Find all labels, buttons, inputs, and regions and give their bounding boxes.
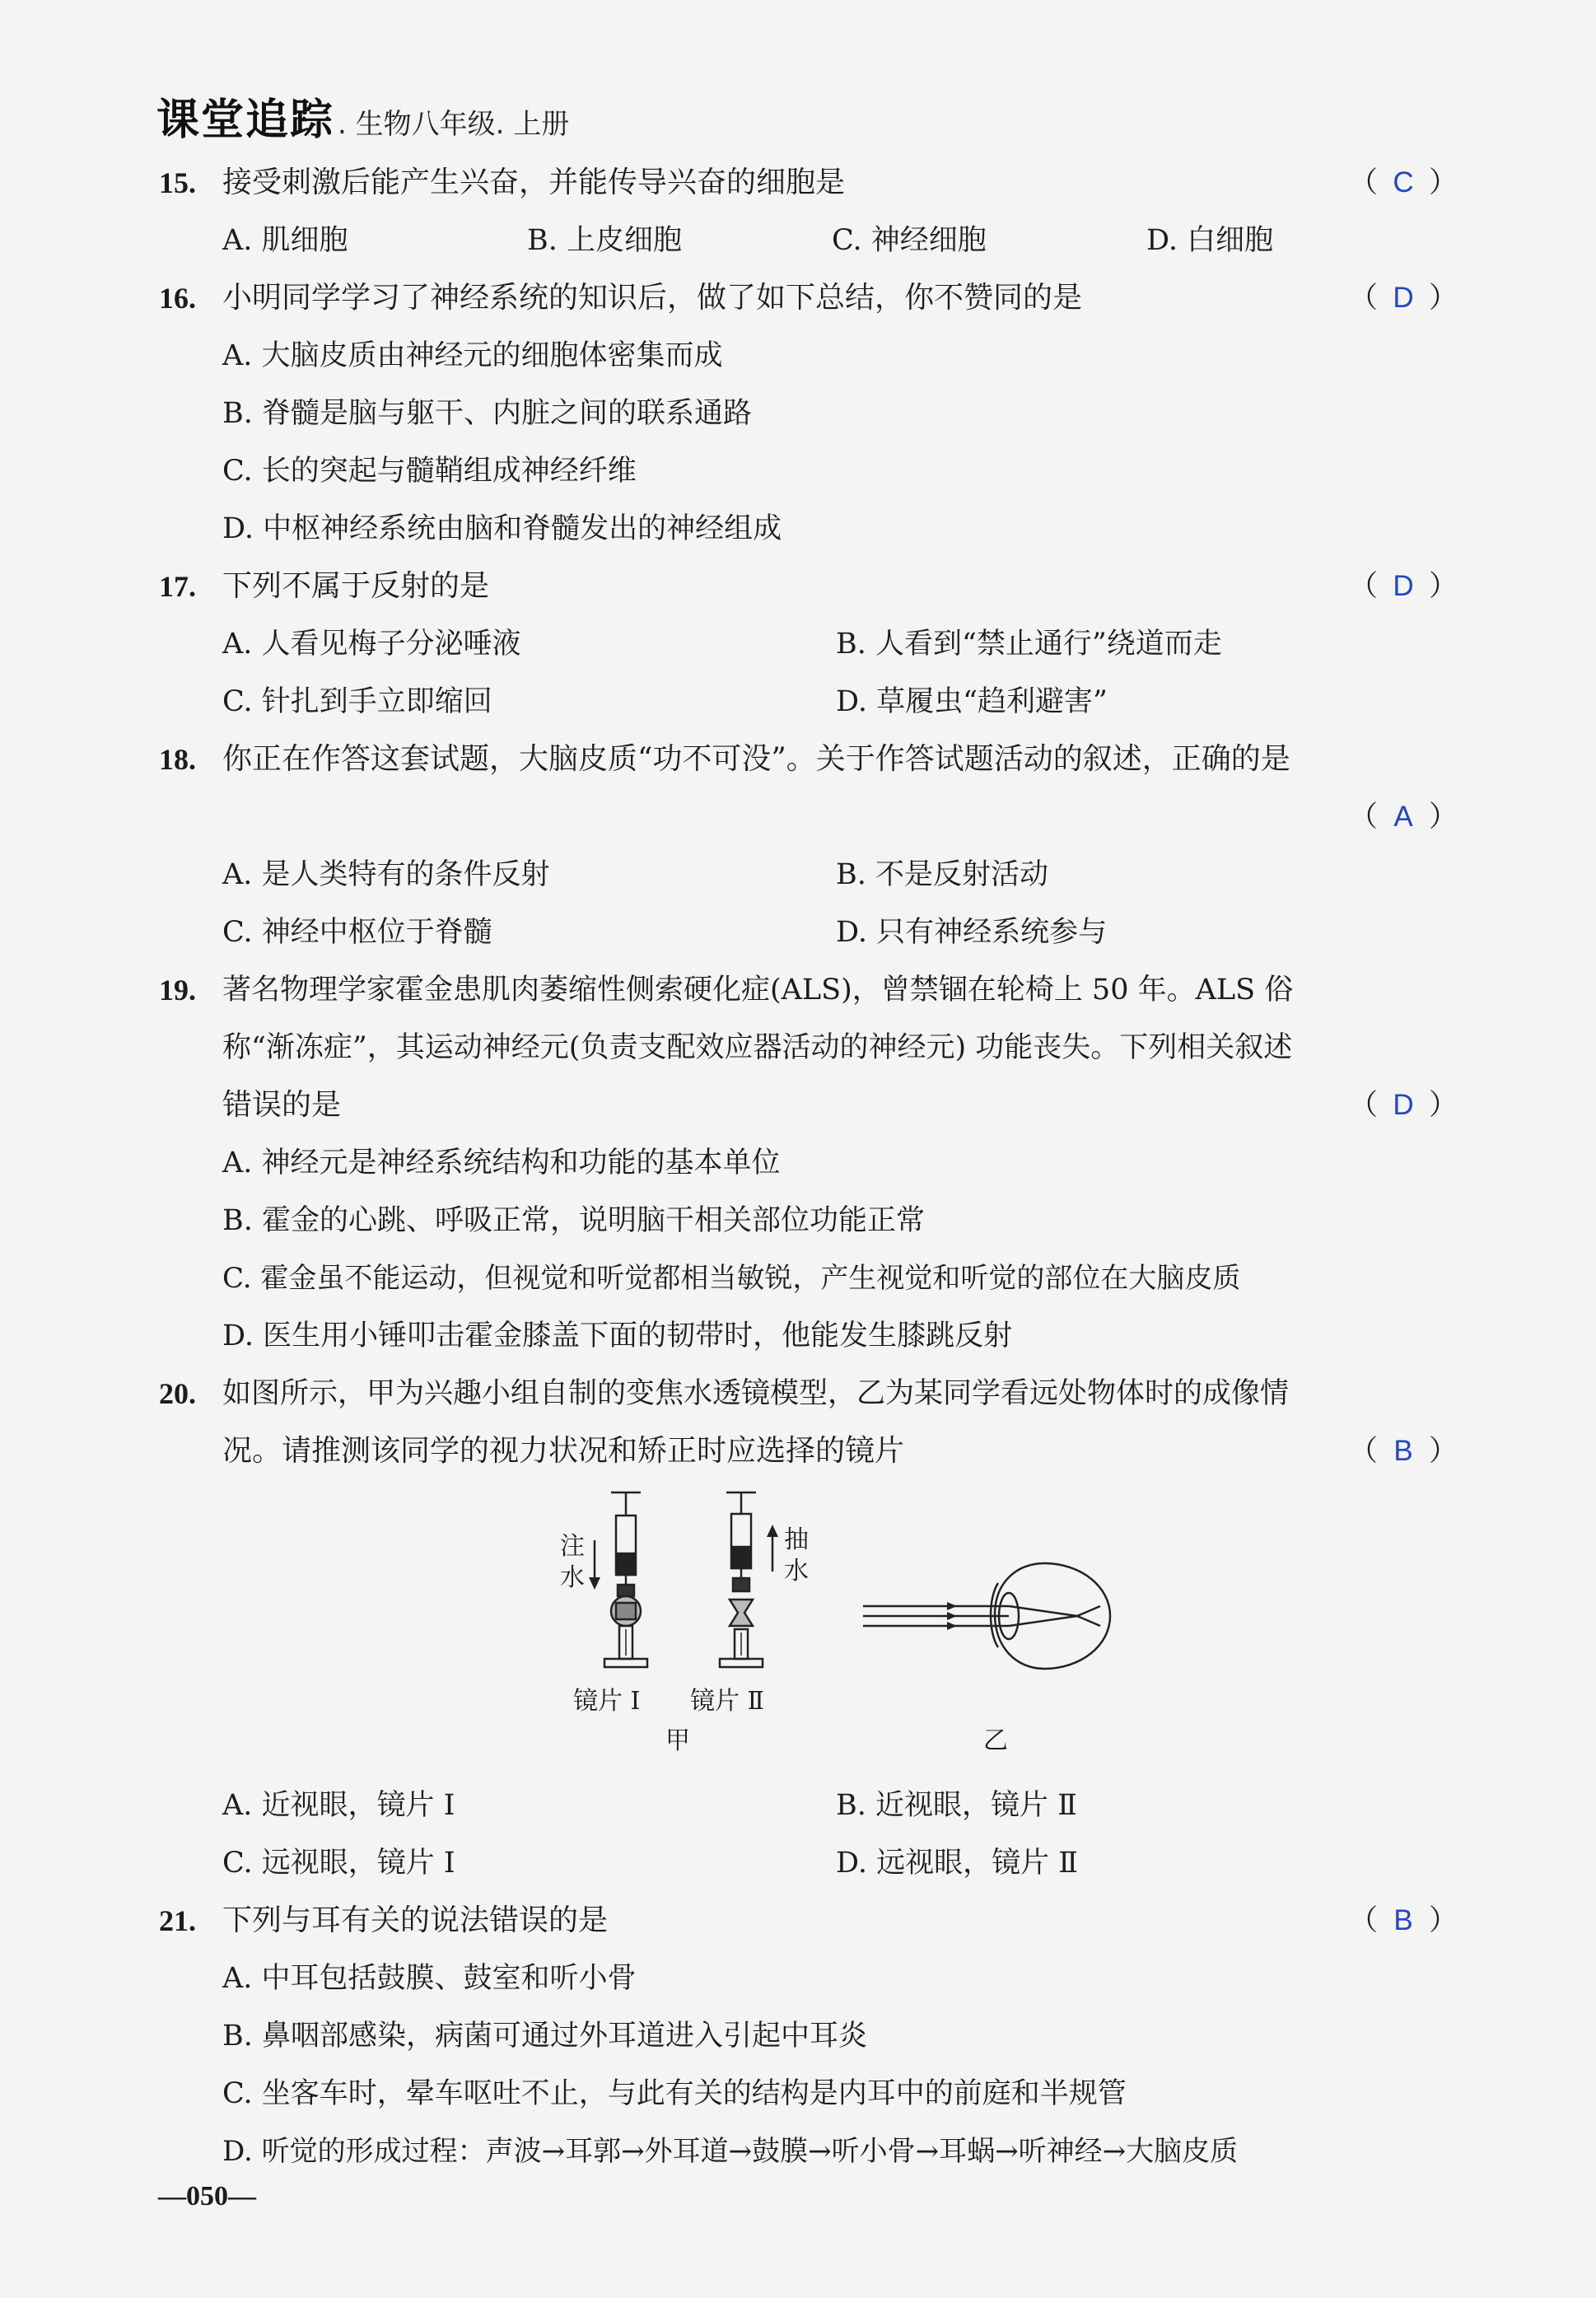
option-c: C. 长的突起与髓鞘组成神经纤维 bbox=[222, 455, 637, 488]
brand-logo: 课堂追踪 bbox=[156, 96, 335, 145]
question-number: 20. bbox=[159, 1377, 196, 1410]
lens-2-label: 镜片 Ⅱ bbox=[690, 1687, 764, 1716]
answer-box: （ D ） bbox=[1349, 1089, 1458, 1122]
page-number: —050— bbox=[158, 2181, 256, 2212]
option-c: C. 远视眼，镜片 Ⅰ bbox=[222, 1847, 455, 1880]
answer-box: （ D ） bbox=[1349, 570, 1458, 603]
option-d: D. 白细胞 bbox=[1146, 224, 1274, 257]
option-d: D. 只有神经系统参与 bbox=[836, 916, 1108, 949]
option-b: B. 脊髓是脑与躯干、内脏之间的联系通路 bbox=[222, 397, 752, 430]
answer-letter: C bbox=[1393, 166, 1414, 199]
yi-label: 乙 bbox=[983, 1726, 1008, 1755]
option-a: A. 中耳包括鼓膜、鼓室和听小骨 bbox=[222, 1962, 637, 1995]
option-d: D. 远视眼，镜片 Ⅱ bbox=[836, 1847, 1078, 1880]
question-number: 18. bbox=[159, 743, 196, 776]
option-d: D. 医生用小锤叩击霍金膝盖下面的韧带时，他能发生膝跳反射 bbox=[222, 1319, 1013, 1352]
answer-letter: B bbox=[1393, 1435, 1413, 1467]
answer-letter: B bbox=[1393, 1904, 1413, 1936]
book-subject: . 生物八年级. 上册 bbox=[338, 108, 570, 141]
answer-box: （ B ） bbox=[1349, 1904, 1458, 1937]
question-stem-line-2: 况。请推测该同学的视力状况和矫正时应选择的镜片 bbox=[222, 1434, 905, 1468]
answer-box: （ D ） bbox=[1349, 282, 1458, 315]
question-number: 21. bbox=[159, 1904, 196, 1937]
lens-model-figure bbox=[544, 1483, 1136, 1763]
eye-diagram bbox=[863, 1563, 1110, 1669]
draw-label-2: 水 bbox=[784, 1557, 809, 1586]
question-stem-line-1: 著名物理学家霍金患肌肉萎缩性侧索硬化症(ALS)，曾禁锢在轮椅上 50 年。ALS 俗 bbox=[222, 974, 1294, 1007]
question-stem: 小明同学学习了神经系统的知识后，做了如下总结，你不赞同的是 bbox=[222, 281, 1083, 315]
answer-box: （ B ） bbox=[1349, 1435, 1458, 1468]
question-stem: 接受刺激后能产生兴奋，并能传导兴奋的细胞是 bbox=[222, 166, 846, 199]
question-number: 19. bbox=[159, 974, 196, 1007]
question-stem-line-1: 如图所示，甲为兴趣小组自制的变焦水透镜模型，乙为某同学看远处物体时的成像情 bbox=[222, 1377, 1290, 1410]
option-c: C. 针扎到手立即缩回 bbox=[222, 685, 492, 718]
option-a: A. 是人类特有的条件反射 bbox=[222, 858, 550, 891]
option-c: C. 坐客车时，晕车呕吐不止，与此有关的结构是内耳中的前庭和半规管 bbox=[222, 2077, 1127, 2110]
option-d: D. 中枢神经系统由脑和脊髓发出的神经组成 bbox=[222, 512, 782, 545]
option-a: A. 大脑皮质由神经元的细胞体密集而成 bbox=[222, 339, 723, 372]
option-b: B. 人看到“禁止通行”绕道而走 bbox=[836, 628, 1222, 661]
option-b: B. 霍金的心跳、呼吸正常，说明脑干相关部位功能正常 bbox=[222, 1204, 925, 1237]
inject-label-2: 水 bbox=[560, 1563, 585, 1592]
question-stem: 下列与耳有关的说法错误的是 bbox=[222, 1903, 609, 1937]
option-b: B. 上皮细胞 bbox=[527, 224, 682, 257]
option-d: D. 草履虫“趋利避害” bbox=[836, 685, 1108, 718]
option-b: B. 不是反射活动 bbox=[836, 858, 1048, 891]
draw-label-1: 抽 bbox=[784, 1525, 809, 1554]
option-a: A. 近视眼，镜片 Ⅰ bbox=[222, 1789, 455, 1822]
option-a: A. 肌细胞 bbox=[222, 224, 348, 257]
answer-letter: D bbox=[1393, 282, 1414, 314]
question-stem: 你正在作答这套试题，大脑皮质“功不可没”。关于作答试题活动的叙述，正确的是 bbox=[222, 742, 1290, 776]
syringe-lens-2 bbox=[720, 1492, 763, 1667]
page-header bbox=[156, 89, 569, 147]
question-number: 15. bbox=[159, 166, 196, 199]
figure-drawing bbox=[544, 1483, 1136, 1763]
option-c: C. 霍金虽不能运动，但视觉和听觉都相当敏锐，产生视觉和听觉的部位在大脑皮质 bbox=[222, 1262, 1241, 1295]
option-a: A. 人看见梅子分泌唾液 bbox=[222, 628, 521, 661]
question-stem-line-2: 称“渐冻症”，其运动神经元(负责支配效应器活动的神经元) 功能丧失。下列相关叙述 bbox=[222, 1031, 1293, 1064]
question-stem-line-3: 错误的是 bbox=[222, 1088, 342, 1122]
jia-label: 甲 bbox=[665, 1726, 690, 1755]
syringe-lens-1 bbox=[604, 1492, 647, 1667]
option-c: C. 神经细胞 bbox=[832, 224, 987, 257]
option-a: A. 神经元是神经系统结构和功能的基本单位 bbox=[222, 1147, 781, 1179]
lens-1-label: 镜片 Ⅰ bbox=[573, 1687, 641, 1716]
question-number: 16. bbox=[159, 282, 196, 315]
option-b: B. 近视眼，镜片 Ⅱ bbox=[836, 1789, 1077, 1822]
option-d: D. 听觉的形成过程：声波→耳郭→外耳道→鼓膜→听小骨→耳蜗→听神经→大脑皮质 bbox=[222, 2135, 1239, 2168]
answer-box: （ C ） bbox=[1349, 166, 1458, 199]
inject-label-1: 注 bbox=[560, 1532, 585, 1561]
question-number: 17. bbox=[159, 570, 196, 603]
answer-letter: D bbox=[1393, 570, 1414, 602]
option-c: C. 神经中枢位于脊髓 bbox=[222, 916, 492, 949]
option-b: B. 鼻咽部感染，病菌可通过外耳道进入引起中耳炎 bbox=[222, 2020, 867, 2053]
question-stem: 下列不属于反射的是 bbox=[222, 569, 490, 603]
answer-box: （ A ） bbox=[1349, 801, 1458, 834]
answer-letter: A bbox=[1393, 801, 1413, 833]
answer-letter: D bbox=[1393, 1089, 1414, 1121]
